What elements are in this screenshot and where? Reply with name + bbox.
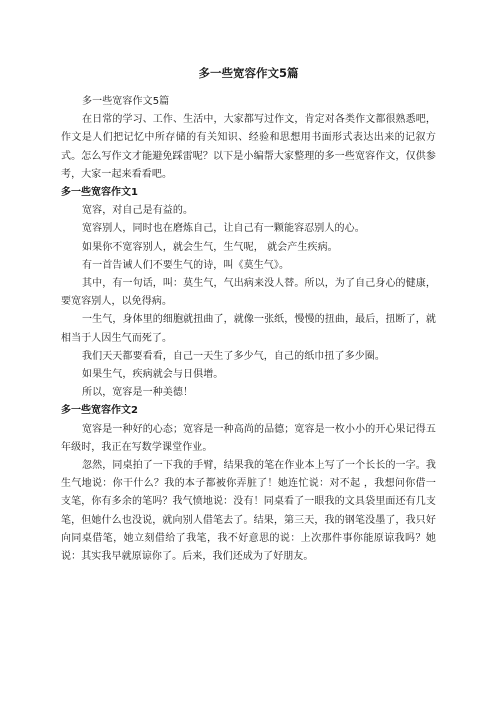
- document-title: 多一些宽容作文5篇: [198, 66, 299, 80]
- paragraph: 宽容，对自己是有益的。: [82, 205, 194, 217]
- paragraph: 我们天天都要看看，自己一天生了多少气，自己的纸巾扭了多少圈。: [82, 350, 385, 362]
- paragraph: 有一首告诫人们不要生气的诗，叫《莫生气》。: [82, 259, 290, 271]
- intro-title: 多一些宽容作文5篇: [82, 96, 170, 107]
- intro-paragraph: 在日常的学习、工作、生活中，大家都写过作文，肯定对各类作文都很熟悉吧，作文是人们把记忆中所存储的有关知识、经验和思想用书面形式表达出来的记叙方式。怎么写作文才能避免踩雷呢？以下是小编帮大家整理的多一些宽容作文，仅供参考，大家一起来看看吧。: [61, 114, 436, 180]
- paragraph: 宽容是一种好的心态；宽容是一种高尚的品德；宽容是一枚小小的开心果记得五年级时，我正在写数学课堂作业。: [61, 423, 436, 453]
- section-1: [61, 184, 436, 402]
- paragraph: 一生气，身体里的细胞就扭曲了，就像一张纸，慢慢的扭曲，最后，扭断了，就相当于人因生气而死了。: [61, 314, 436, 344]
- paragraph: 如果生气，疾病就会与日俱增。: [82, 369, 224, 381]
- section-heading: 多一些宽容作文1: [61, 187, 138, 199]
- paragraph: 忽然，同桌拍了一下我的手臂，结果我的笔在作业本上写了一个长长的一字。我生气地说：你干什么？我的本子都被你弄脏了！她连忙说：对不起 ，我想问你借一支笔，你有多余的笔吗？我气愤地说：没有！同桌看了一眼我的文具袋里面还有几支笔，但她什么也没说，就向别人借笔去了。结果，第三天，我的钢笔没墨了，我只好向同桌借笔，她立刻借给了我笔，我不好意思的说：上次那件事你能原谅我吗？她说：其实我早就原谅你了。后来，我们还成为了好朋友。: [61, 460, 436, 563]
- section-2: [61, 402, 436, 566]
- paragraph: 其中，有一句话，叫：莫生气，气出病来没人替。所以，为了自己身心的健康，要宽容别人，以免得病。: [61, 278, 436, 308]
- paragraph: 如果你不宽容别人，就会生气，生气呢， 就会产生疾病。: [82, 241, 338, 253]
- section-heading: 多一些宽容作文2: [61, 405, 138, 417]
- paragraph: 所以，宽容是一种美德！: [82, 387, 194, 399]
- paragraph: 宽容别人，同时也在磨炼自己，让自己有一颗能容忍别人的心。: [82, 223, 365, 235]
